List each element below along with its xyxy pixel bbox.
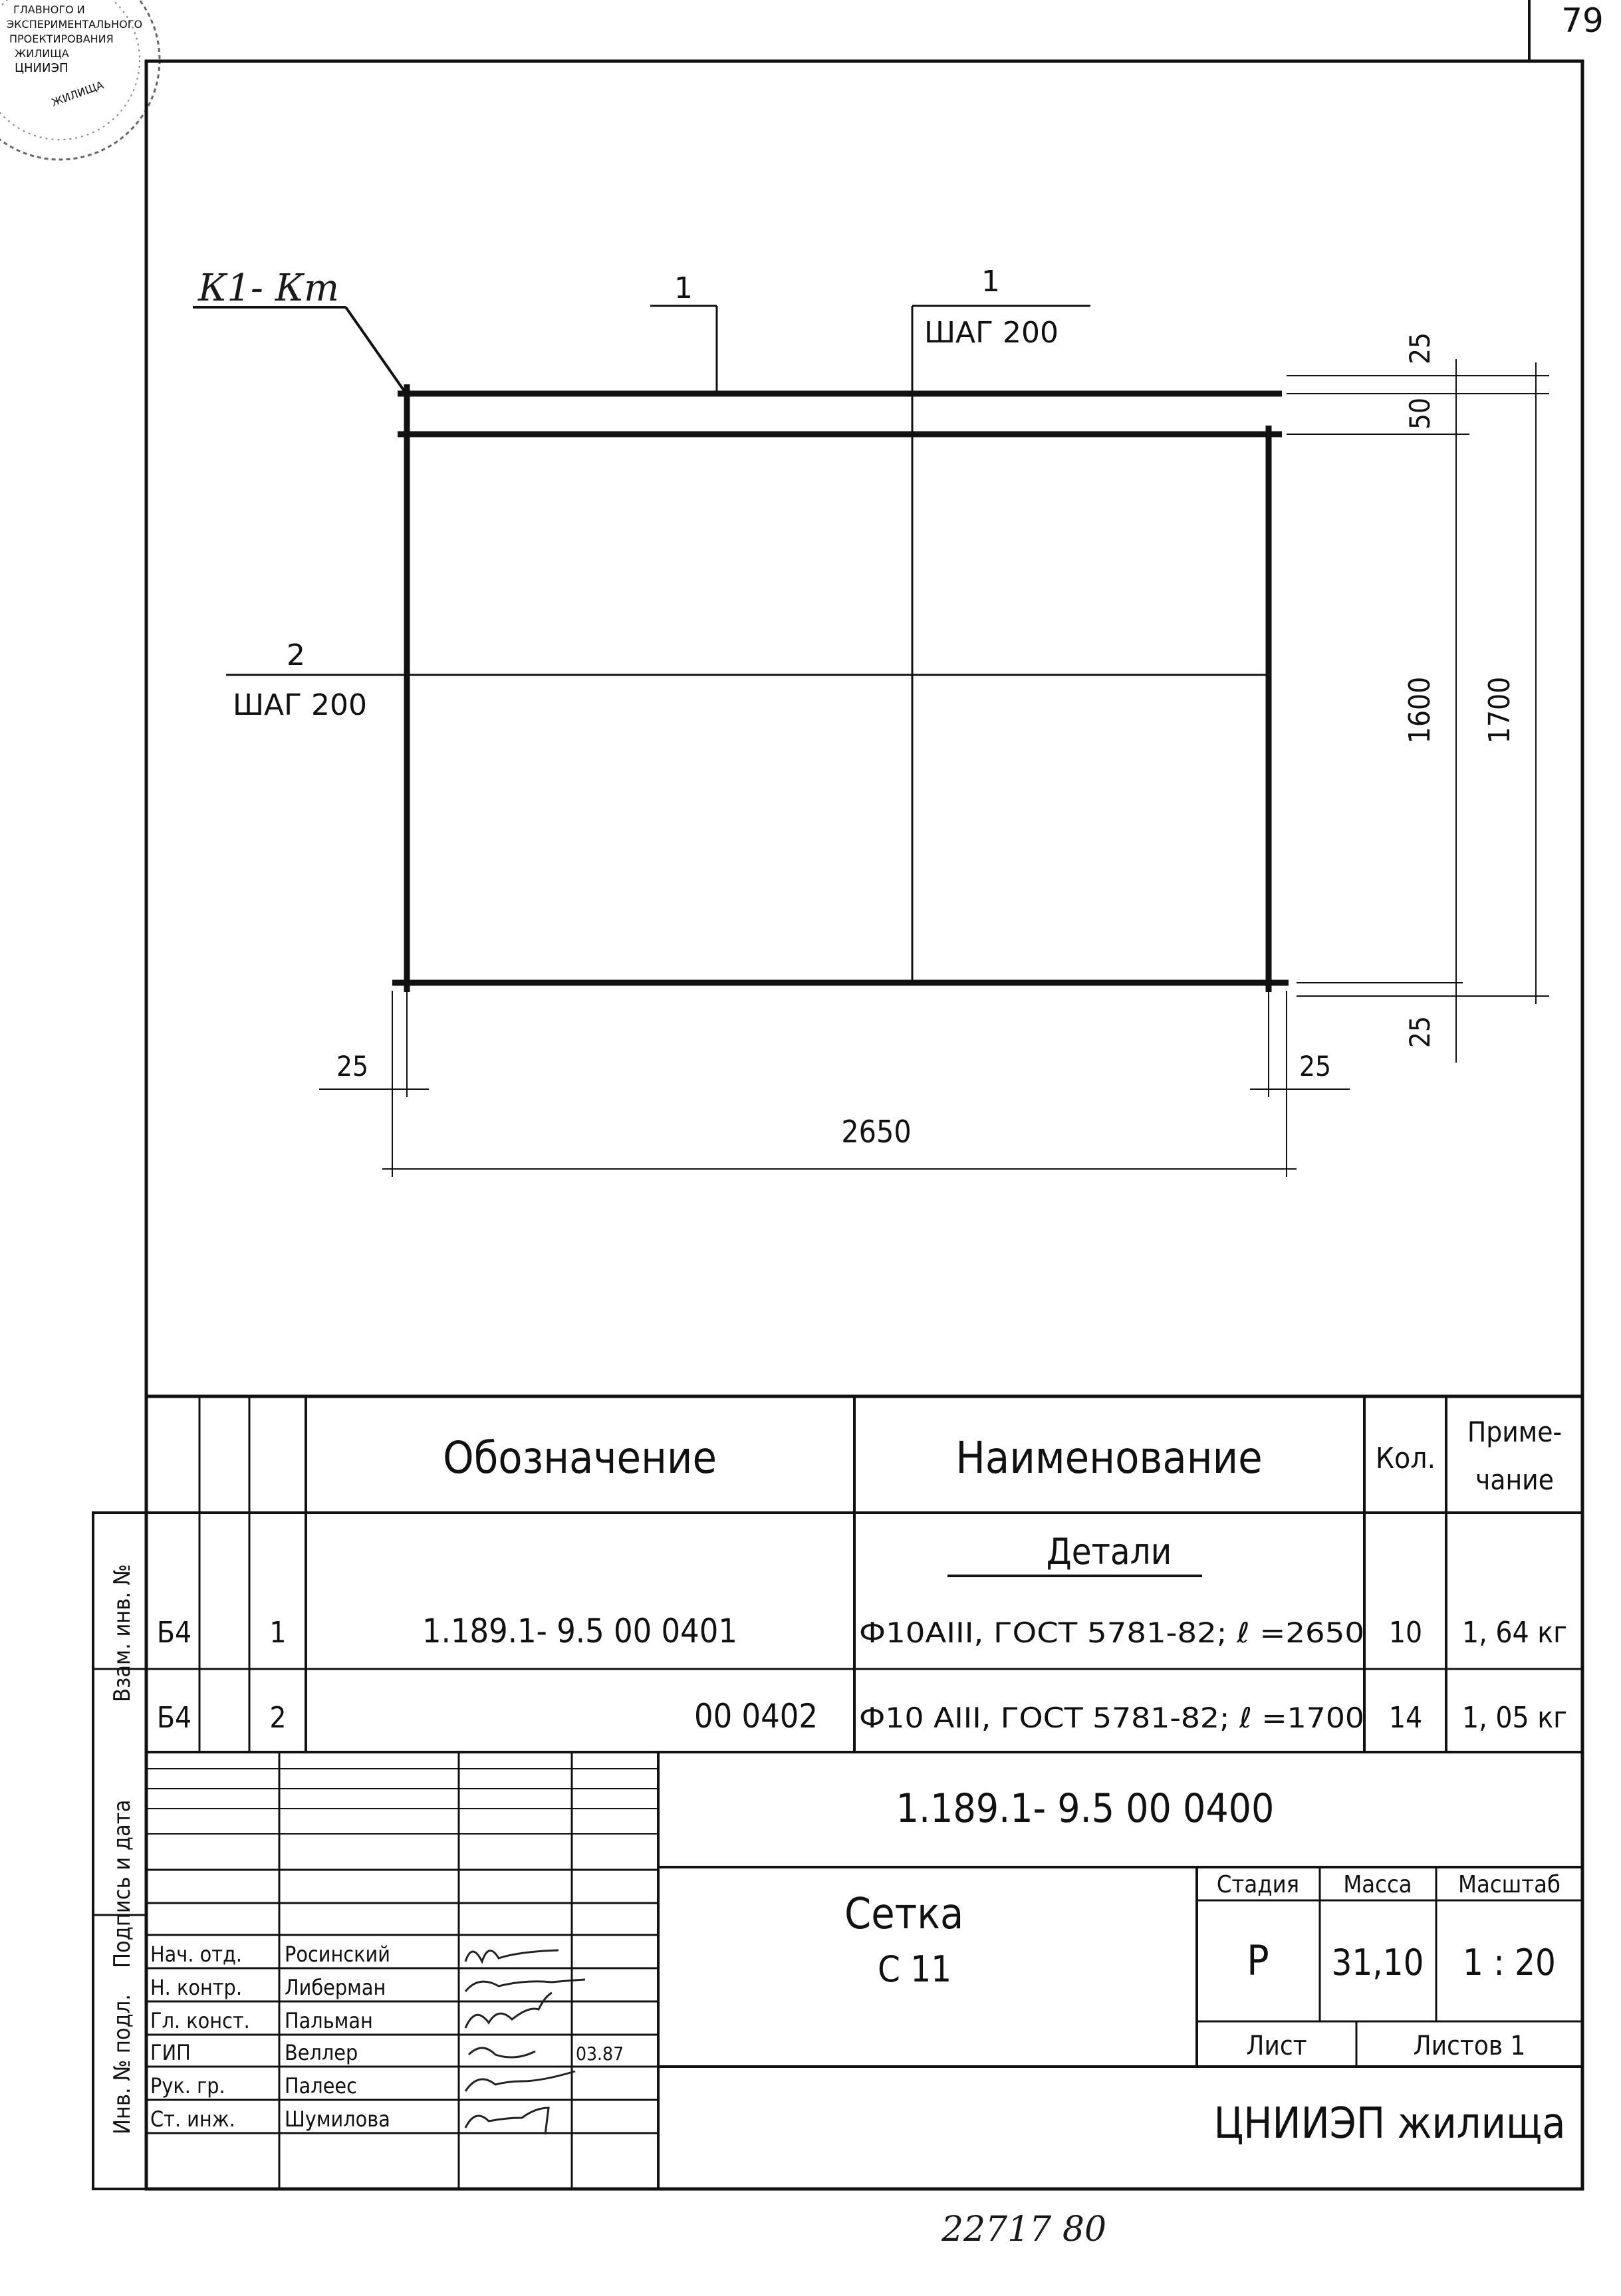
svg-text:Росинский: Росинский	[285, 1942, 390, 1967]
dim-1700: 1700	[1483, 676, 1517, 744]
svg-text:Веллер: Веллер	[285, 2040, 358, 2065]
mass-label: Масса	[1343, 1871, 1412, 1898]
svg-text:ЖИЛИЩА: ЖИЛИЩА	[15, 47, 69, 60]
side-podpis-data: Подпись и дата	[109, 1799, 136, 1968]
svg-text:Б4: Б4	[156, 1616, 192, 1650]
dim-1600: 1600	[1403, 676, 1437, 744]
hdr-qty: Кол.	[1375, 1442, 1436, 1475]
dim-50: 50	[1404, 397, 1436, 430]
svg-text:Палеес: Палеес	[285, 2073, 357, 2099]
svg-text:ГЛАВНОГО И: ГЛАВНОГО И	[13, 3, 85, 16]
step-left: ШАГ 200	[233, 688, 367, 722]
dim-25-left-bottom: 25	[336, 1050, 369, 1083]
step-top: ШАГ 200	[924, 316, 1059, 350]
dim-25-right-bottom: 25	[1299, 1050, 1332, 1083]
mesh-drawing	[193, 265, 1549, 1177]
svg-text:ГИП: ГИП	[150, 2040, 191, 2065]
hdr-name: Наименование	[955, 1432, 1263, 1483]
scale-label: Масштаб	[1458, 1871, 1560, 1898]
pos2: 2	[287, 638, 305, 672]
pos1-right: 1	[981, 265, 1000, 299]
svg-text:1, 64 кг: 1, 64 кг	[1462, 1616, 1567, 1650]
mass-value: 31,10	[1331, 1942, 1424, 1983]
mark-label: К1- Кт	[198, 267, 340, 310]
title-1: Сетка	[844, 1890, 964, 1939]
hdr-note-2: чание	[1475, 1464, 1555, 1496]
dim-25-right: 25	[1404, 1015, 1436, 1049]
svg-text:ЦНИИЭП: ЦНИИЭП	[15, 61, 68, 75]
svg-text:03.87: 03.87	[576, 2043, 624, 2065]
side-inv-podl: Инв. № подл.	[109, 1993, 136, 2134]
org-name: ЦНИИЭП жилища	[1213, 2099, 1566, 2148]
archive-stamp	[0, 0, 160, 160]
svg-text:Нач. отд.: Нач. отд.	[150, 1942, 243, 1967]
svg-text:Гл. конст.: Гл. конст.	[150, 2008, 250, 2033]
footer-code: 22717 80	[941, 2210, 1107, 2249]
sheet-label: Лист	[1246, 2031, 1307, 2061]
signatures	[465, 1950, 585, 2134]
stage-value: Р	[1247, 1936, 1269, 1985]
svg-text:Шумилова: Шумилова	[285, 2106, 390, 2132]
svg-text:Ф10АIII, ГОСТ 5781-82; ℓ =2650: Ф10АIII, ГОСТ 5781-82; ℓ =2650	[859, 1616, 1364, 1649]
svg-text:Ст. инж.: Ст. инж.	[150, 2106, 235, 2132]
spec-table	[146, 1396, 1582, 1752]
svg-text:ЖИЛИЩА: ЖИЛИЩА	[49, 78, 106, 109]
sheet-number: 79	[1561, 1, 1604, 40]
hdr-designation: Обозначение	[442, 1432, 717, 1483]
table-row	[157, 1612, 1567, 1650]
side-vzam-inv: Взам. инв. №	[109, 1564, 136, 1702]
pos1-left: 1	[674, 271, 693, 305]
svg-text:ЭКСПЕРИМЕНТАЛЬНОГО: ЭКСПЕРИМЕНТАЛЬНОГО	[7, 18, 143, 31]
stage-label: Стадия	[1216, 1871, 1300, 1898]
svg-text:ПРОЕКТИРОВАНИЯ: ПРОЕКТИРОВАНИЯ	[9, 33, 114, 45]
dim-2650: 2650	[841, 1114, 912, 1150]
svg-text:Б4: Б4	[156, 1701, 192, 1735]
svg-text:1, 05 кг: 1, 05 кг	[1462, 1701, 1567, 1735]
scale-value: 1 : 20	[1463, 1942, 1556, 1983]
svg-text:Пальман: Пальман	[285, 2008, 373, 2033]
staff-list	[150, 1942, 624, 2132]
svg-text:00 0402: 00 0402	[694, 1697, 818, 1735]
svg-text:1.189.1- 9.5 00 0401: 1.189.1- 9.5 00 0401	[422, 1612, 737, 1650]
hdr-note-1: Приме-	[1467, 1416, 1562, 1448]
svg-text:2: 2	[269, 1701, 287, 1735]
section-details: Детали	[1046, 1531, 1172, 1573]
svg-text:Ф10 АIII, ГОСТ 5781-82; ℓ =170: Ф10 АIII, ГОСТ 5781-82; ℓ =1700	[859, 1702, 1364, 1734]
sheets-label: Листов 1	[1413, 2031, 1526, 2061]
table-row	[157, 1697, 1567, 1735]
svg-text:Н. контр.: Н. контр.	[150, 1975, 242, 2000]
title-2: С 11	[878, 1948, 952, 1990]
svg-text:14: 14	[1388, 1701, 1423, 1735]
svg-text:10: 10	[1388, 1616, 1423, 1650]
svg-text:Либерман: Либерман	[285, 1975, 386, 2000]
dim-25-top: 25	[1404, 332, 1436, 365]
doc-code: 1.189.1- 9.5 00 0400	[896, 1785, 1275, 1832]
svg-text:Рук. гр.: Рук. гр.	[150, 2073, 225, 2099]
svg-text:1: 1	[269, 1616, 287, 1650]
